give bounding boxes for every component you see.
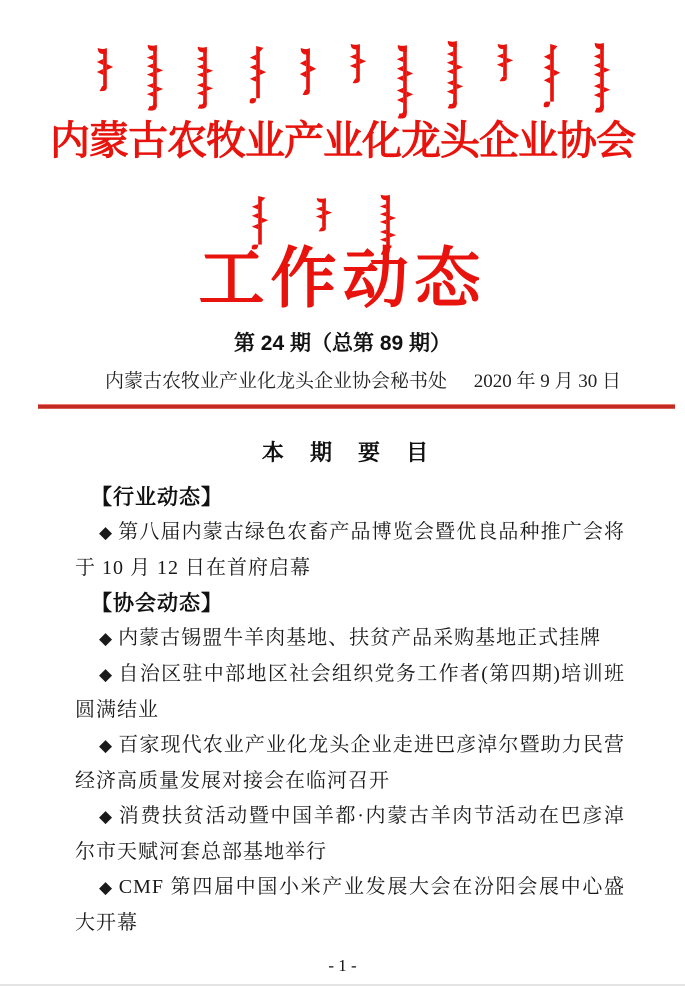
toc-section-industry: 【行业动态】 [91, 486, 223, 509]
publisher-name: 内蒙古农牧业产业化龙头企业协会秘书处 [105, 371, 448, 392]
diamond-bullet-icon: ◆ [99, 665, 114, 685]
toc-item-text: CMF 第四届中国小米产业发展大会在汾阳会展中心盛大开幕 [75, 876, 626, 934]
issue-number: 第 24 期（总第 89 期） [233, 332, 452, 355]
toc-item [75, 799, 625, 870]
toc-item [75, 657, 625, 728]
toc-item-text: 自治区驻中部地区社会组织党务工作者(第四期)培训班圆满结业 [75, 663, 625, 721]
diamond-bullet-icon: ◆ [99, 807, 114, 827]
bulletin-title: 工作动态 [198, 243, 487, 316]
table-of-contents [75, 438, 625, 941]
diamond-bullet-icon: ◆ [99, 878, 114, 898]
toc-item [75, 621, 625, 657]
page-number: - 1 - [328, 956, 357, 975]
red-divider-rule [38, 404, 675, 409]
toc-item [75, 728, 625, 799]
diamond-bullet-icon: ◆ [99, 629, 114, 649]
toc-heading: 本 期 要 目 [261, 440, 439, 465]
toc-item [75, 870, 625, 941]
toc-item-text: 百家现代农业产业化龙头企业走进巴彦淖尔暨助力民营经济高质量发展对接会在临河召开 [75, 734, 626, 792]
toc-section-association: 【协会动态】 [91, 592, 223, 615]
mongolian-script-banner-icon [90, 40, 635, 120]
publication-date: 2020 年 9 月 30 日 [473, 371, 621, 392]
publisher-row [105, 369, 621, 395]
toc-item-text: 第八届内蒙古绿色农畜产品博览会暨优良品种推广会将于 10 月 12 日在首府启幕 [75, 521, 626, 579]
diamond-bullet-icon: ◆ [99, 523, 114, 543]
toc-item [75, 515, 625, 586]
toc-item-text: 内蒙古锡盟牛羊肉基地、扶贫产品采购基地正式挂牌 [118, 627, 602, 649]
diamond-bullet-icon: ◆ [99, 736, 114, 756]
toc-item-text: 消费扶贫活动暨中国羊都·内蒙古羊肉节活动在巴彦淖尔市天赋河套总部基地举行 [75, 805, 625, 863]
org-title: 内蒙古农牧业产业化龙头企业协会 [50, 118, 635, 163]
